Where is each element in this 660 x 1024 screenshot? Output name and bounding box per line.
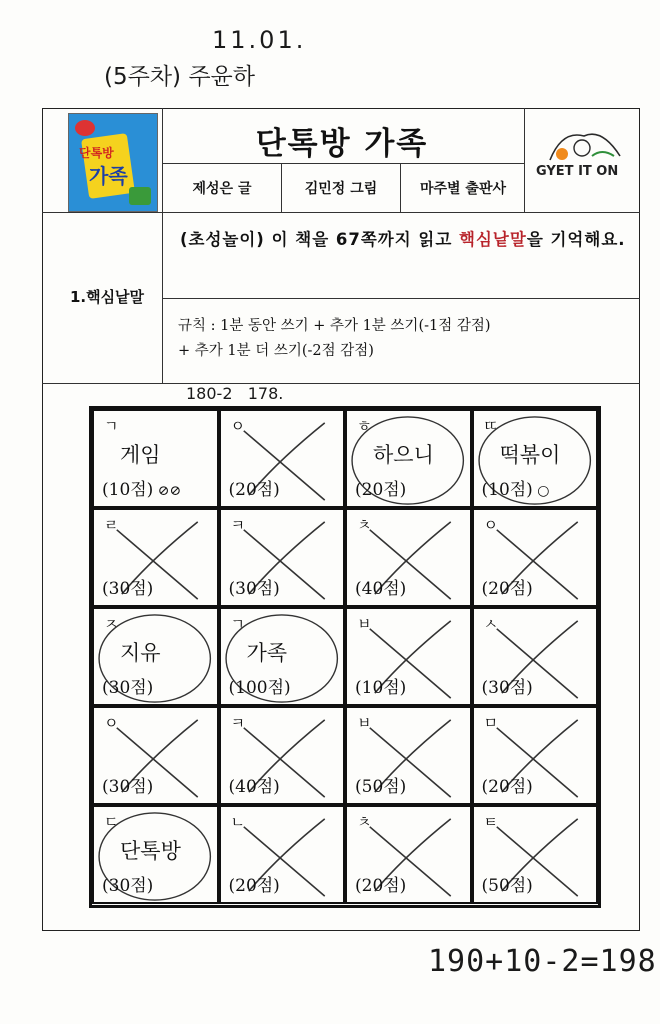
- book-cover-image: [68, 113, 158, 212]
- handwritten-answer: 단톡방: [120, 839, 181, 863]
- grid-cell: [345, 805, 472, 904]
- choseong-hint: ㄷ: [104, 813, 119, 831]
- choseong-hint: ㅊ: [357, 516, 372, 534]
- task-keyword: 핵심낱말: [459, 230, 527, 249]
- grid-cell: [92, 409, 219, 508]
- divider: [281, 163, 282, 212]
- grid-cell: [219, 805, 346, 904]
- check-mark: ⊘⊘: [153, 483, 182, 499]
- cell-points: (10점) ○: [481, 480, 550, 500]
- cell-points: (30점): [102, 876, 154, 896]
- choseong-hint: ㅋ: [230, 516, 245, 534]
- publisher-credit: 마주별 출판사: [419, 181, 507, 197]
- cover-title-line1: 단톡방: [79, 146, 114, 160]
- grid-cell: [345, 706, 472, 805]
- divider: [42, 212, 640, 213]
- cell-points: (50점): [355, 777, 407, 797]
- grid-cell: [345, 508, 472, 607]
- task-prefix: (초성놀이) 이 책을 67쪽까지 읽고: [180, 230, 460, 249]
- divider: [400, 163, 401, 212]
- cover-title-line2: 가족: [89, 164, 128, 188]
- choseong-hint: ㄱ: [230, 615, 245, 633]
- choseong-hint: ㅇ: [104, 714, 119, 732]
- cell-points: (20점): [228, 876, 280, 896]
- choseong-hint: ㅌ: [483, 813, 498, 831]
- task-instruction: [180, 226, 635, 254]
- choseong-grid: [89, 406, 601, 908]
- divider: [42, 383, 640, 384]
- cover-shape: [129, 187, 151, 205]
- grid-cell: [219, 706, 346, 805]
- cell-points: (20점): [481, 777, 533, 797]
- cell-points: (30점): [102, 777, 154, 797]
- author-credit: 제성은 글: [192, 181, 252, 197]
- grid-cell: [219, 607, 346, 706]
- grid-cell: [219, 409, 346, 508]
- cell-points: (40점): [355, 579, 407, 599]
- illustrator-credit: 김민정 그림: [304, 181, 378, 197]
- choseong-hint: ㅎ: [357, 417, 372, 435]
- handwritten-answer: 떡볶이: [499, 443, 561, 467]
- cell-points: (20점): [228, 480, 280, 500]
- grid-cell: [219, 508, 346, 607]
- divider: [524, 108, 525, 212]
- cell-points: (30점): [102, 678, 154, 698]
- book-title: 단톡방 가족: [255, 126, 429, 162]
- cell-points: (30점): [228, 579, 280, 599]
- cover-shape: [75, 120, 95, 136]
- logo-drawing-icon: [532, 126, 632, 166]
- task-suffix: 을 기억해요.: [526, 230, 626, 249]
- cell-points: (30점): [102, 579, 154, 599]
- grid-cell: [92, 805, 219, 904]
- grid-cell: [92, 607, 219, 706]
- cell-points: (10점): [355, 678, 407, 698]
- grid-cell: [472, 607, 599, 706]
- handwritten-answer: 지유: [120, 641, 161, 665]
- choseong-hint: ㄴ: [230, 813, 245, 831]
- choseong-hint: ㅊ: [357, 813, 372, 831]
- grid-cell: [472, 409, 599, 508]
- rule-line: 규칙 : 1분 동안 쓰기 + 추가 1분 쓰기(-1점 감점): [178, 318, 491, 334]
- logo-text: GYET IT ON: [536, 164, 619, 179]
- choseong-hint: ㅅ: [483, 615, 498, 633]
- handwritten-answer: 하으니: [373, 443, 434, 467]
- grid-cell: [472, 805, 599, 904]
- grid-cell: [345, 409, 472, 508]
- section-label: 1.핵심낱말: [69, 288, 145, 306]
- score-note: 180-2 178.: [186, 384, 284, 403]
- check-mark: ○: [532, 483, 550, 499]
- grid-cell: [472, 508, 599, 607]
- cell-points: (100점): [228, 678, 291, 698]
- grid-cell: [345, 607, 472, 706]
- total-score-note: 190+10-2=198: [428, 944, 657, 979]
- rules-text: [178, 314, 633, 364]
- get-it-on-logo: [532, 126, 632, 206]
- cell-points: (30점): [481, 678, 533, 698]
- choseong-hint: ㅈ: [104, 615, 119, 633]
- choseong-hint: ㅁ: [483, 714, 498, 732]
- choseong-hint: ㄸ: [483, 417, 498, 435]
- grid-cell: [472, 706, 599, 805]
- cell-points: (20점): [481, 579, 533, 599]
- grid-cell: [92, 706, 219, 805]
- choseong-hint: ㅇ: [483, 516, 498, 534]
- handwritten-answer: 가족: [246, 641, 288, 665]
- grid-cell: [92, 508, 219, 607]
- divider: [162, 108, 163, 383]
- choseong-hint: ㄱ: [104, 417, 119, 435]
- cell-points: (10점) ⊘⊘: [102, 480, 182, 500]
- student-name-note: (5주차) 주윤하: [104, 64, 255, 90]
- cell-points: (20점): [355, 480, 407, 500]
- choseong-hint: ㅂ: [357, 615, 372, 633]
- choseong-hint: ㅂ: [357, 714, 372, 732]
- choseong-hint: ㅇ: [230, 417, 245, 435]
- rule-line: + 추가 1분 더 쓰기(-2점 감점): [178, 343, 374, 359]
- divider: [162, 163, 524, 164]
- cell-points: (50점): [481, 876, 533, 896]
- cell-points: (40점): [228, 777, 280, 797]
- choseong-hint: ㄹ: [104, 516, 119, 534]
- choseong-hint: ㅋ: [230, 714, 245, 732]
- date-note: 11.01.: [212, 26, 307, 54]
- handwritten-answer: 게임: [120, 443, 161, 467]
- divider: [162, 298, 640, 299]
- cell-points: (20점): [355, 876, 407, 896]
